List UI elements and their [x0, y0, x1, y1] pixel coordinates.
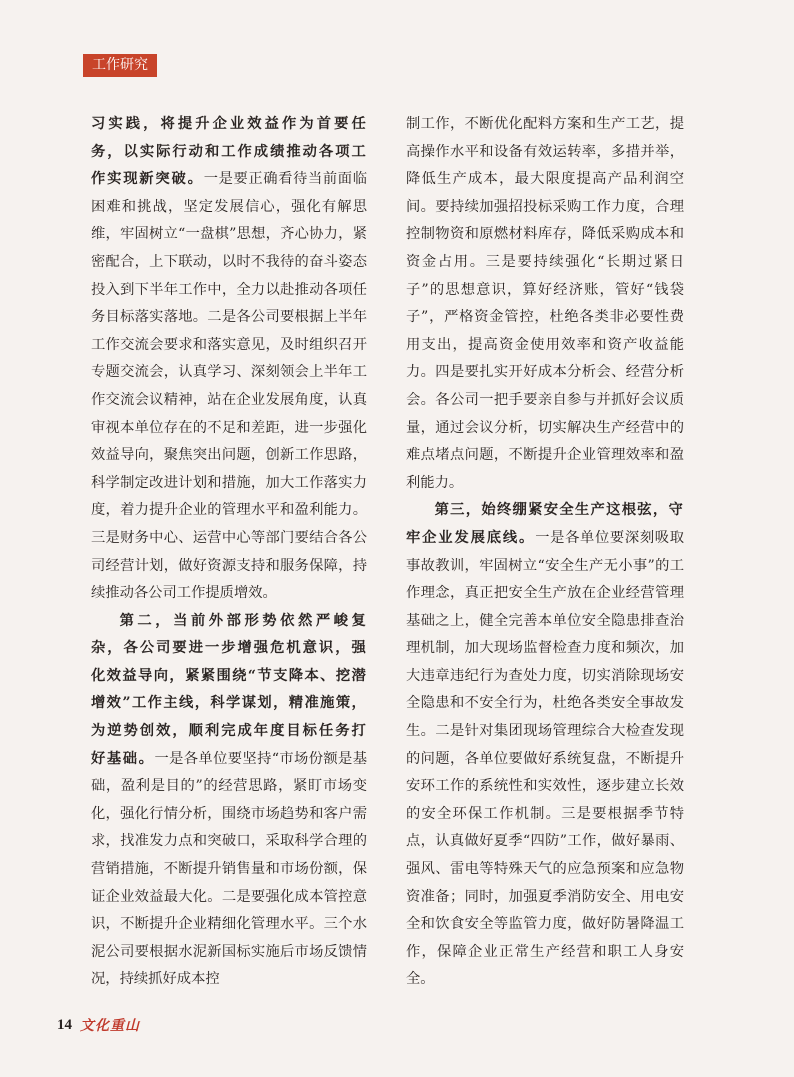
body-text: 一是各单位要坚持“市场份额是基础，盈利是目的”的经营思路，紧盯市场变化，强化行情分析，围绕市场趋势和客户需求，找准发力点和突破口，采取科学合理的营销措施，不断提升销售量和市场份额，保证企业效益最大化。二是要强化成本管控意识，不断提升企业精细化管理水平。三个水泥公司要根据水泥新国标实施后市场反馈情况，持续抓好成本控	[91, 750, 367, 988]
page-footer	[57, 1015, 140, 1035]
paragraph	[406, 111, 684, 497]
page-number: 14	[57, 1016, 72, 1033]
left-column	[91, 111, 367, 994]
body-text: 制工作，不断优化配料方案和生产工艺，提高操作水平和设备有效运转率，多措并举，降低生产成本，最大限度提高产品利润空间。要持续加强招投标采购工作力度，合理控制物资和原燃材料库存，降低采购成本和资金占用。三是要持续强化“长期过紧日子”的思想意识，算好经济账，管好“钱袋子”，严格资金管控，杜绝各类非必要性费用支出，提高资金使用效率和资产收益能力。四是要扎实开好成本分析会、经营分析会。各公司一把手要亲自参与并抓好会议质量，通过会议分析，切实解决生产经营中的难点堵点问题，不断提升企业管理效率和盈利能力。	[406, 116, 684, 491]
paragraph	[91, 111, 367, 608]
section-tag: 工作研究	[83, 54, 157, 77]
emphasis-text: 习实践，将提升企业效益作为首要任务，以实际行动和工作成绩推动各项工作实现新突破。	[91, 116, 367, 188]
magazine-logo: 文化重山	[80, 1018, 140, 1034]
body-text: 一是要正确看待当前面临困难和挑战，坚定发展信心，强化有解思维，牢固树立“一盘棋”思想，齐心协力，紧密配合，上下联动，以时不我待的奋斗姿态投入到下半年工作中，全力以赴推动各项任务目标落实落地。二是各公司要根据上半年工作交流会要求和落实意见，及时组织召开专题交流会，认真学习、深刻领会上半年工作交流会议精神，站在企业发展角度，认真审视本单位存在的不足和差距，进一步强化效益导向，聚焦突出问题，创新工作思路，科学制定改进计划和措施，加大工作落实力度，着力提升企业的管理水平和盈利能力。三是财务中心、运营中心等部门要结合各公司经营计划，做好资源支持和服务保障，持续推动各公司工作提质增效。	[91, 171, 367, 602]
paragraph	[91, 608, 367, 994]
emphasis-text: 第二，当前外部形势依然严峻复杂，各公司要进一步增强危机意识，强化效益导向，紧紧围绕“节支降本、挖潜增效”工作主线，科学谋划，精准施策，为逆势创效，顺利完成年度目标任务打好基础。	[91, 612, 367, 767]
emphasis-text: 第三，始终绷紧安全生产这根弦，守牢企业发展底线。	[406, 502, 684, 546]
right-column	[406, 111, 684, 994]
body-text: 一是各单位要深刻吸取事故教训，牢固树立“安全生产无小事”的工作理念，真正把安全生产放在企业经营管理基础之上，健全完善本单位安全隐患排查治理机制，加大现场监督检查力度和频次，加大违章违纪行为查处力度，切实消除现场安全隐患和不安全行为，杜绝各类安全事故发生。二是针对集团现场管理综合大检查发现的问题，各单位要做好系统复盘，不断提升安环工作的系统性和实效性，逐步建立长效的安全环保工作机制。三是要根据季节特点，认真做好夏季“四防”工作，做好暴雨、强风、雷电等特殊天气的应急预案和应急物资准备；同时，加强夏季消防安全、用电安全和饮食安全等监管力度，做好防暑降温工作，保障企业正常生产经营和职工人身安全。	[406, 529, 685, 988]
paragraph	[406, 497, 684, 994]
